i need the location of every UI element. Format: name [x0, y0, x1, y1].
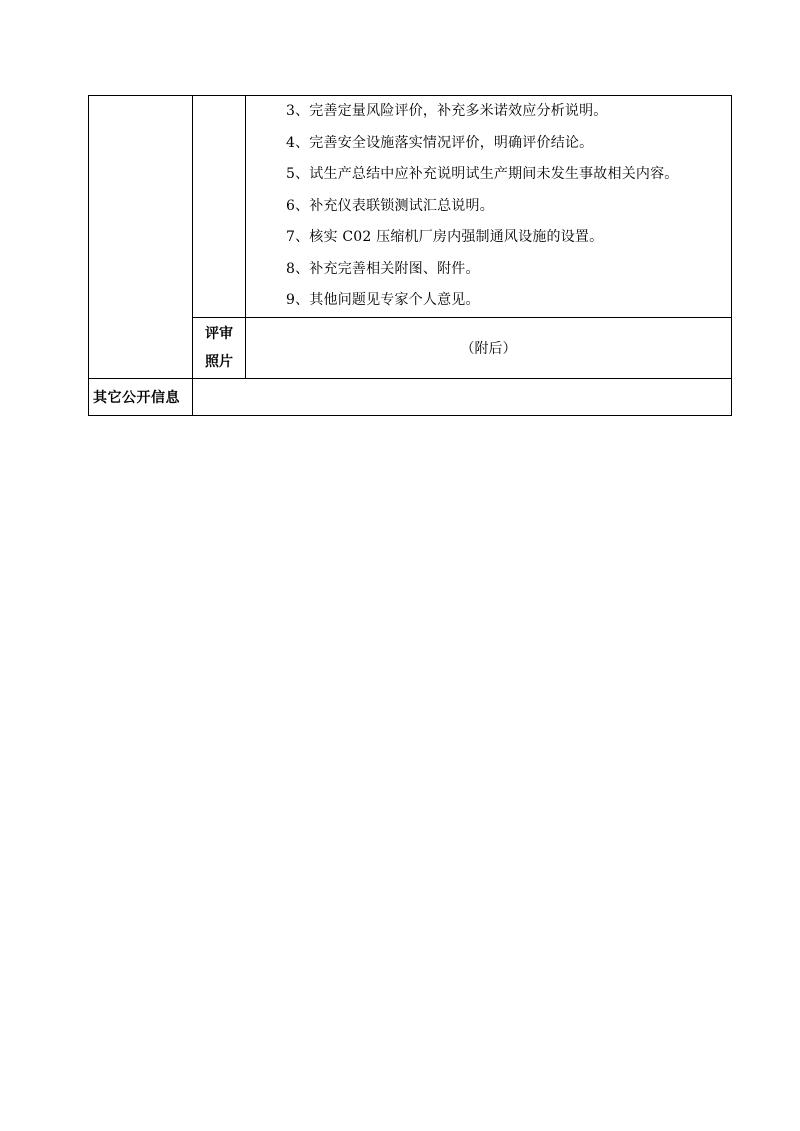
section-label-cell — [89, 96, 193, 379]
opinion-item: 9、其他问题见专家个人意见。 — [286, 292, 480, 308]
other-info-value — [193, 378, 732, 415]
photo-label-line2: 照片 — [205, 353, 233, 370]
opinion-item: 4、完善安全设施落实情况评价，明确评价结论。 — [286, 134, 594, 151]
opinion-item: 7、核实 C02 压缩机厂房内强制通风设施的设置。 — [286, 229, 604, 245]
photo-value: （附后） — [246, 317, 732, 378]
opinions-cell — [246, 96, 732, 318]
opinions-row — [89, 96, 732, 318]
opinion-item: 5、试生产总结中应补充说明试生产期间未发生事故相关内容。 — [286, 166, 679, 182]
opinion-item: 3、完善定量风险评价，补充多米诺效应分析说明。 — [286, 103, 608, 119]
other-info-label: 其它公开信息 — [89, 378, 193, 415]
opinions-sublabel-cell — [193, 96, 246, 318]
opinion-item: 6、补充仪表联锁测试汇总说明。 — [286, 197, 494, 214]
photo-label-line1: 评审 — [205, 325, 233, 342]
review-table — [88, 95, 732, 416]
photo-label-cell — [193, 317, 246, 378]
opinion-item: 8、补充完善相关附图、附件。 — [286, 260, 480, 277]
other-info-row — [89, 378, 732, 415]
